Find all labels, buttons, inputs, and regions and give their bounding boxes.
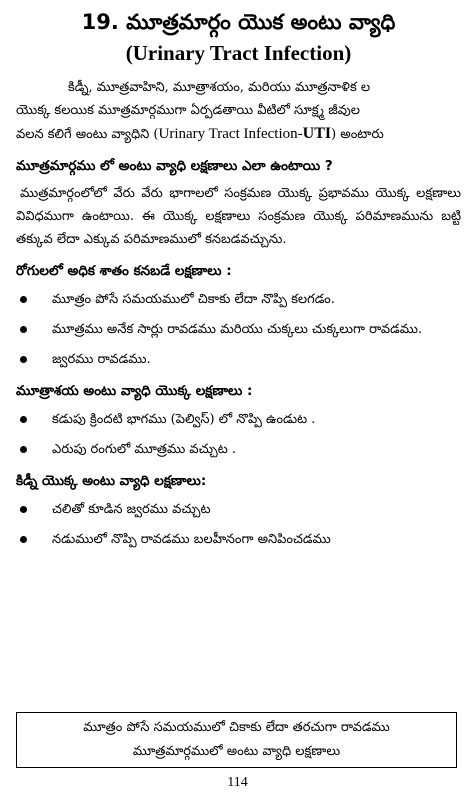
list-item	[16, 408, 461, 431]
intro-line-2: యొక్క కలయిక మూత్రమార్గముగా ఏర్పడతాయి వీటిలో సూక్ష్మ జీవుల	[16, 103, 360, 118]
intro-paragraph	[16, 76, 461, 146]
caption-line-2: మూత్రమార్గములో అంటు వ్యాధి లక్షణాలు	[132, 744, 341, 759]
section-heading-bladder: మూత్రాశయ అంటు వ్యాధి యొక్క లక్షణాలు :	[16, 383, 253, 399]
intro-abbreviation: UTI	[302, 125, 332, 142]
intro-line-3	[16, 122, 461, 146]
list-item	[16, 318, 461, 341]
page-number: 114	[227, 775, 248, 790]
list-item-text: నడుములో నొప్పి రావడము బలహీనంగా అనిపించడము	[52, 532, 331, 547]
page-title: 19. మూత్రమార్గం యొక అంటు వ్యాధి	[81, 10, 396, 34]
list-item-text: ఎరుపు రంగులో మూత్రము వచ్చుట .	[52, 442, 237, 457]
page-subtitle: (Urinary Tract Infection)	[125, 41, 352, 65]
bullet-icon	[20, 416, 27, 423]
bullet-icon	[20, 296, 27, 303]
section-heading-symptoms: మూత్రమార్గము లో అంటు వ్యాధి లక్షణాలు ఎలా ఉంటాయి ?	[16, 158, 333, 174]
list-item	[16, 438, 461, 461]
bullet-icon	[20, 326, 27, 333]
list-item-text: మూత్రం పోసే సమయములో చికాకు లేదా నొప్పి కలగడం.	[52, 292, 335, 307]
bladder-symptoms-list	[16, 408, 461, 461]
bullet-icon	[20, 536, 27, 543]
list-item-text: జ్వరము రావడము.	[52, 352, 151, 367]
intro-line-3-post: ) అంటారు	[331, 127, 384, 142]
list-item	[16, 528, 461, 551]
section-heading-common-symptoms: రోగులలో అధిక శాతం కనబడే లక్షణాలు :	[16, 263, 232, 279]
kidney-symptoms-list	[16, 498, 461, 551]
intro-line-1: కిడ్నీ, మూత్రవాహిని, మూత్రాశయం, మరియు మూత్రనాళిక ల	[68, 80, 371, 95]
caption-line-1: మూత్రం పోసే సమయములో చికాకు లేదా తరచుగా రావడము	[83, 720, 390, 735]
list-item-text: కడుపు క్రిందటి భాగము (పెల్విస్) లో నొప్పి ఉండుట .	[52, 412, 316, 427]
list-item	[16, 348, 461, 371]
bullet-icon	[20, 506, 27, 513]
symptoms-paragraph-text: ముత్రమార్గంలోలో వేరు వేరు భాగాలలో సంక్రమణ యొక్క ప్రభావము యొక్క లక్షణాలు వివిధముగా ఉంటాయి. ఈ యొక్క లక్షణాలు సంక్రమణ యొక్క పరిమాణమును బట్టి తక్కువ లేదా ఎక్కువ పరిమాణములో కనబడవచ్చును.	[16, 186, 461, 247]
bullet-icon	[20, 446, 27, 453]
list-item-text: మూత్రము అనేక సార్లు రావడము మరియు చుక్కలు చుక్కలుగా రావడము.	[52, 322, 423, 337]
intro-english-term-text: Urinary Tract Infection-	[158, 126, 303, 142]
bullet-icon	[20, 356, 27, 363]
intro-line-3-pre: వలన కలిగే అంటు వ్యాధిని (	[16, 127, 159, 142]
intro-english-term	[159, 126, 332, 142]
list-item-text: చలితో కూడిన జ్వరము వచ్చుట	[52, 502, 211, 517]
common-symptoms-list	[16, 288, 461, 371]
list-item	[16, 288, 461, 311]
list-item	[16, 498, 461, 521]
symptoms-paragraph	[16, 182, 461, 251]
section-heading-kidney: కిడ్నీ యొక్క అంటు వ్యాధి లక్షణాలు:	[16, 473, 207, 489]
caption-box	[16, 712, 457, 768]
